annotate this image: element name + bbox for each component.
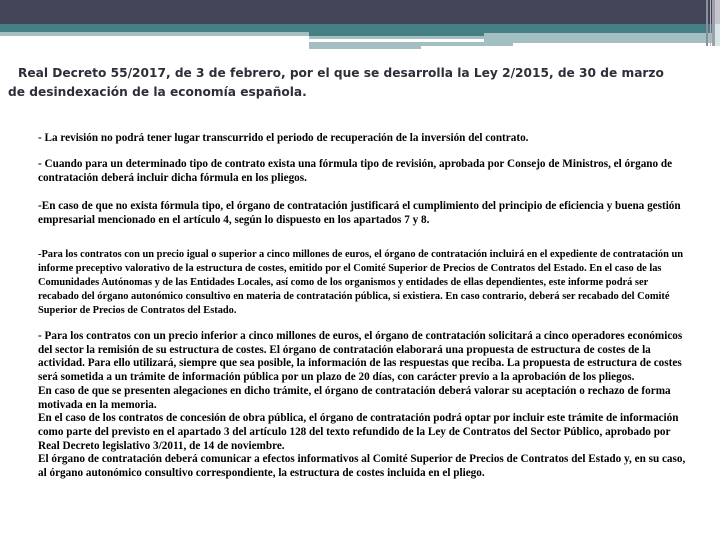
paragraph-revision-period: - La revisión no podrá tener lugar transcurrido el periodo de recuperación de la inversión del contrato. bbox=[38, 132, 529, 144]
paragraph-comunicar-comite: El órgano de contratación deberá comunicar a efectos informativos al Comité Superior de Precios de Contratos del Estado y, en su caso, al órgano autonómico consultivo correspondiente, la estructura de costes incluida en el pliego. bbox=[38, 453, 686, 480]
header-dark-band bbox=[0, 0, 720, 24]
header-light-strip-3 bbox=[421, 42, 513, 46]
header-vertical-bar bbox=[706, 0, 708, 46]
header-light-strip-2 bbox=[309, 42, 421, 49]
paragraph-under-5m-main: - Para los contratos con un precio inferior a cinco millones de euros, el órgano de contratación solicitará a cinco operadores económicos del sector la remisión de su estructura de costes. El órgano de contratación elaborará una propuesta de estructura de costes de la actividad. Para ello utilizará, siempre que sea posible, la información de las respuestas que reciba. La propuesta de estructura de costes será sometida a un trámite de información pública por un plazo de 20 días, con carácter previo a la aprobación de los pliegos. bbox=[38, 330, 683, 384]
paragraph-formula-tipo: - Cuando para un determinado tipo de contrato exista una fórmula tipo de revisión, aprobada por Consejo de Ministros, el órgano de contratación deberá incluir dicha fórmula en los pliegos. bbox=[38, 158, 673, 185]
header-light-block-right bbox=[484, 33, 720, 43]
header-light-strip-left bbox=[0, 32, 309, 36]
paragraph-no-formula: -En caso de que no exista fórmula tipo, el órgano de contratación justificará el cumplimiento del principio de eficiencia y buena gestión empresarial mencionado en el artículo 4, según lo dispuesto en los apartados 7 y 8. bbox=[38, 200, 681, 227]
paragraph-alegaciones: En caso de que se presenten alegaciones en dicho trámite, el órgano de contratación deberá valorar su aceptación o rechazo de forma motivada en la memoria. bbox=[38, 384, 671, 411]
slide-title bbox=[8, 64, 688, 102]
paragraph-concesion-obra: En el caso de los contratos de concesión de obra pública, el órgano de contratación podrá optar por incluir este trámite de información como parte del previsto en el apartado 3 del artículo 128 del texto refundido de la Ley de Contratos del Sector Público, aprobado por Real Decreto legislativo 3/2011, de 14 de noviembre. bbox=[38, 412, 679, 452]
slide-title-line-1: Real Decreto 55/2017, de 3 de febrero, por el que se desarrolla la Ley 2/2015, de 30 de marzo bbox=[18, 66, 664, 80]
slide-title-line-2: de desindexación de la economía española. bbox=[8, 85, 307, 99]
paragraph-contracts-under-5m bbox=[38, 330, 688, 481]
paragraph-contracts-over-5m: -Para los contratos con un precio igual o superior a cinco millones de euros, el órgano de contratación incluirá en el expediente de contratación un informe preceptivo valorativo de la estructura de costes, emitido por el Comité Superior de Precios de Contratos del Estado. En el caso de las Comunidades Autónomas y de las Entidades Locales, así como de los organismos y entidades de ellas dependientes, este informe podrá ser recabado del órgano autonómico consultivo en materia de contratación pública, si existiera. En caso contrario, deberá ser recabado del Comité Superior de Precios de Contratos del Estado. bbox=[38, 249, 684, 317]
header-vertical-bar bbox=[715, 24, 720, 46]
header-vertical-bar bbox=[710, 0, 711, 46]
